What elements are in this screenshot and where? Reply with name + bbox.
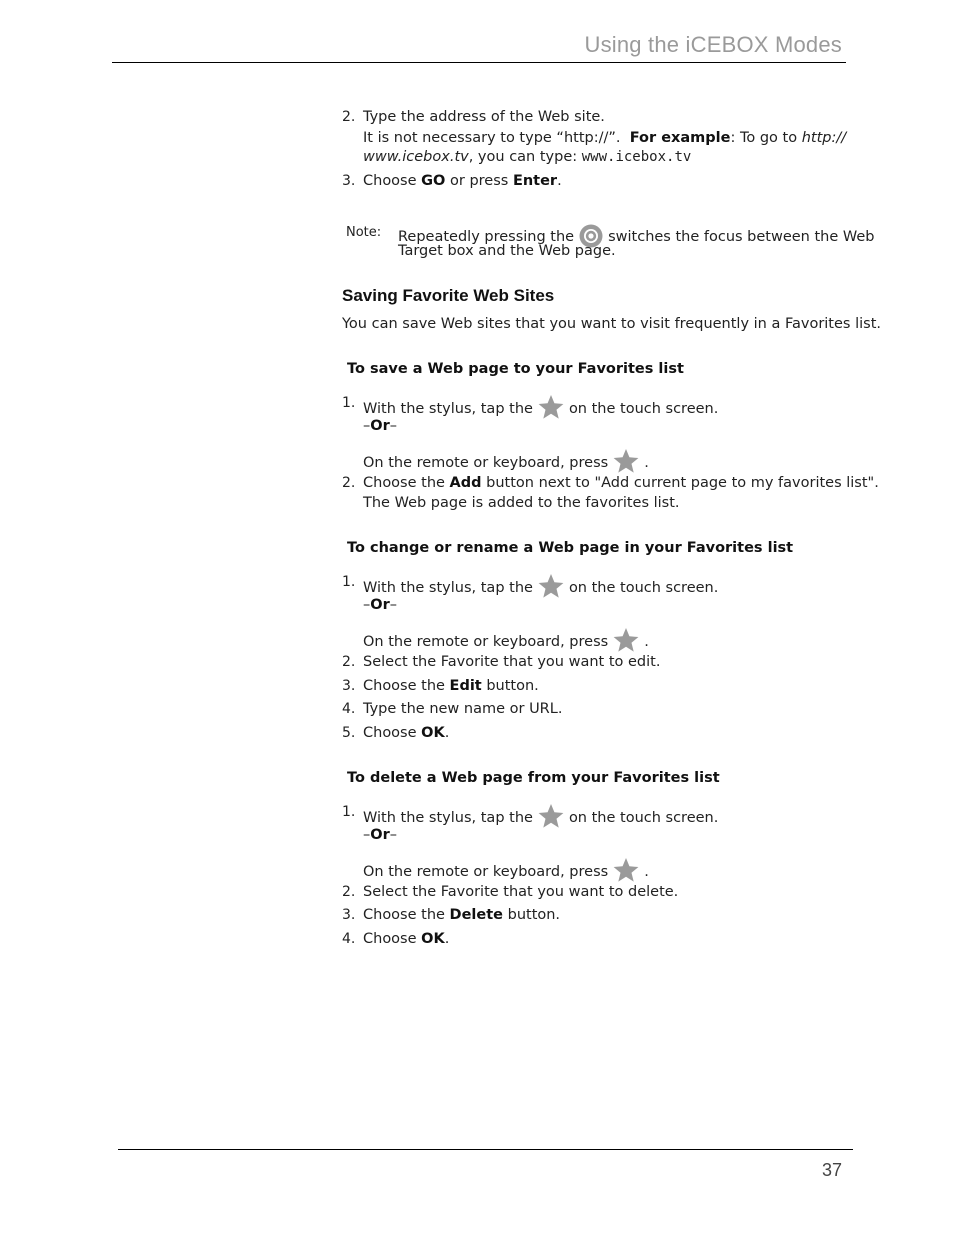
step-number: 2. [342, 884, 356, 900]
note-line-2: Target box and the Web page. [398, 243, 616, 259]
change-heading: To change or rename a Web page in your Favorites list [347, 540, 794, 556]
step-number: 4. [342, 931, 356, 947]
step-number: 4. [342, 701, 356, 717]
delete-remote-line: On the remote or keyboard, press . [363, 857, 649, 883]
step-number: 1. [342, 804, 356, 820]
star-icon [537, 394, 565, 420]
delete-step-2: Select the Favorite that you want to delete. [363, 884, 679, 900]
section-intro: You can save Web sites that you want to visit frequently in a Favorites list. [342, 316, 881, 332]
change-step-5: Choose OK. [363, 725, 450, 741]
or-separator: –Or– [363, 827, 397, 843]
step-number: 2. [342, 109, 356, 125]
save-heading: To save a Web page to your Favorites list [347, 361, 684, 377]
step-2-text: Type the address of the Web site. [363, 109, 605, 125]
star-icon [612, 448, 640, 474]
star-icon [612, 627, 640, 653]
header-rule [112, 62, 846, 63]
step-3-text: Choose GO or press Enter. [363, 173, 562, 189]
step-number: 2. [342, 475, 356, 491]
delete-step-1: With the stylus, tap the on the touch screen. [363, 803, 718, 829]
header-title: Using the iCEBOX Modes [584, 32, 842, 57]
save-step-2: Choose the Add button next to "Add current page to my favorites list". [363, 475, 879, 491]
step-number: 3. [342, 678, 356, 694]
page-number: 37 [821, 1160, 842, 1180]
delete-heading: To delete a Web page from your Favorites list [347, 770, 720, 786]
change-step-3: Choose the Edit button. [363, 678, 539, 694]
step-number: 5. [342, 725, 356, 741]
change-step-4: Type the new name or URL. [363, 701, 563, 717]
star-icon [612, 857, 640, 883]
star-icon [537, 803, 565, 829]
change-remote-line: On the remote or keyboard, press . [363, 627, 649, 653]
step-2-example-line: www.icebox.tv, you can type: www.icebox.tv [363, 149, 692, 165]
note-line-1: Repeatedly pressing the switches the focus between the Web [398, 223, 875, 249]
save-step-1: With the stylus, tap the on the touch screen. [363, 394, 718, 420]
star-icon [537, 573, 565, 599]
or-separator: –Or– [363, 597, 397, 613]
footer-rule [118, 1149, 853, 1150]
save-step-2-result: The Web page is added to the favorites list. [363, 495, 680, 511]
step-number: 1. [342, 395, 356, 411]
step-number: 3. [342, 907, 356, 923]
change-step-1: With the stylus, tap the on the touch screen. [363, 573, 718, 599]
change-step-2: Select the Favorite that you want to edit. [363, 654, 661, 670]
save-remote-line: On the remote or keyboard, press . [363, 448, 649, 474]
section-title: Saving Favorite Web Sites [342, 286, 555, 305]
delete-step-4: Choose OK. [363, 931, 450, 947]
step-2-note-line: It is not necessary to type “http://”. For example: To go to http:// [363, 130, 847, 146]
delete-step-3: Choose the Delete button. [363, 907, 561, 923]
or-separator: –Or– [363, 418, 397, 434]
step-number: 2. [342, 654, 356, 670]
step-number: 1. [342, 574, 356, 590]
note-label: Note: [346, 225, 382, 240]
step-number: 3. [342, 173, 356, 189]
